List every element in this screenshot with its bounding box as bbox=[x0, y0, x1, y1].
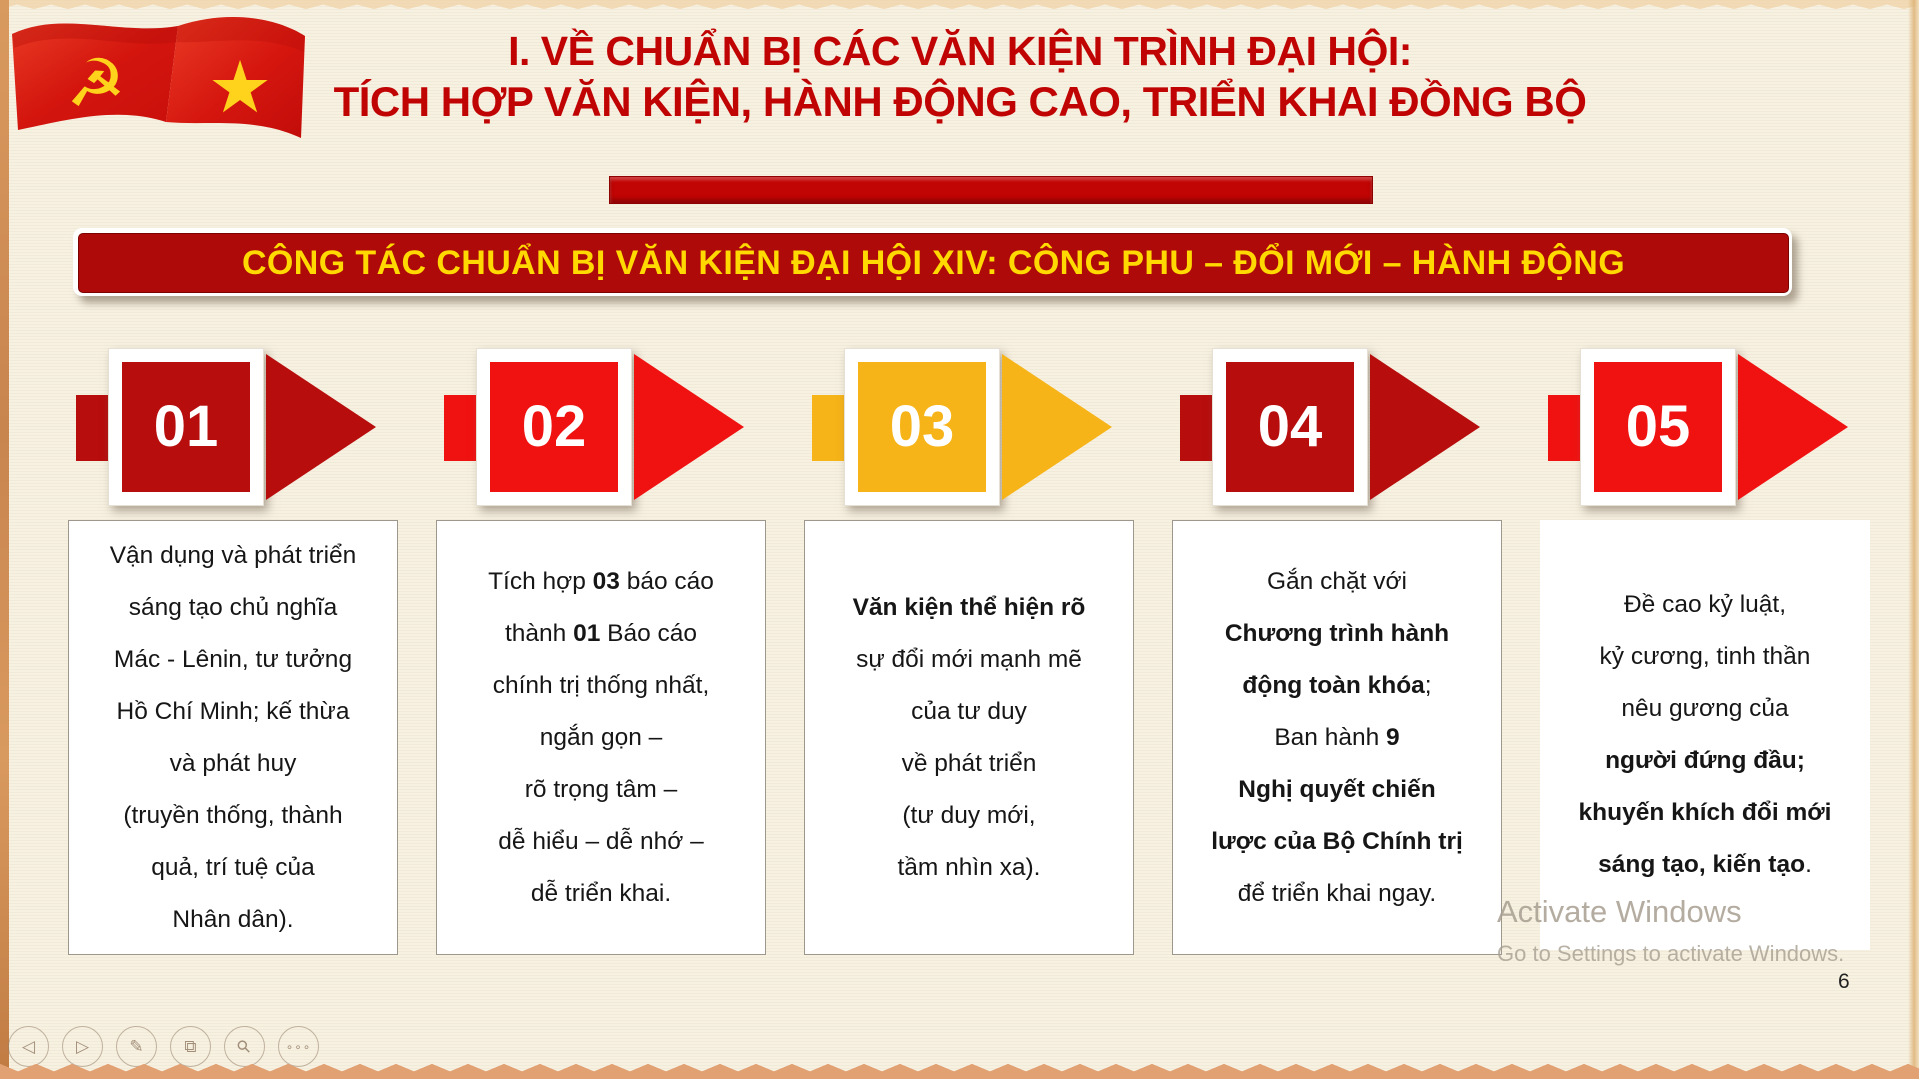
card-line bbox=[1274, 712, 1399, 764]
flags-svg bbox=[8, 4, 308, 156]
card-line bbox=[1600, 631, 1811, 683]
card-text-bold: sáng tạo, kiến tạo bbox=[1598, 851, 1806, 878]
card-text: Báo cáo bbox=[600, 619, 698, 647]
watermark-line2: Go to Settings to activate Windows. bbox=[1497, 941, 1845, 966]
card-text: . bbox=[1805, 851, 1812, 878]
card-line bbox=[540, 712, 663, 764]
card-text: Vận dụng và phát triển bbox=[109, 541, 357, 569]
watermark-line1: Activate Windows bbox=[1497, 894, 1742, 929]
card-line bbox=[1624, 579, 1786, 631]
activate-windows-watermark bbox=[1497, 895, 1844, 967]
slide-title-line1: I. VỀ CHUẨN BỊ CÁC VĂN KIỆN TRÌNH ĐẠI HỘI: bbox=[508, 28, 1412, 74]
hammer-sickle-icon: ☭ bbox=[66, 45, 126, 122]
slide-title-line2: TÍCH HỢP VĂN KIỆN, HÀNH ĐỘNG CAO, TRIỂN KHAI ĐỒNG BỘ bbox=[333, 78, 1587, 125]
card-line bbox=[129, 582, 337, 634]
card-text: (tư duy mới, bbox=[902, 801, 1036, 829]
step-number-frame bbox=[1212, 348, 1368, 506]
card-text-bold: Chương trình hành bbox=[1224, 619, 1450, 647]
chevron-left-icon: ◁ bbox=[21, 1036, 36, 1057]
step-number-frame bbox=[108, 348, 264, 506]
title-underline-bar bbox=[609, 176, 1373, 204]
step-arrow-03 bbox=[804, 348, 1149, 506]
card-line bbox=[1225, 608, 1449, 660]
step-card-04 bbox=[1172, 520, 1502, 955]
card-line bbox=[856, 634, 1082, 686]
step-card-03 bbox=[804, 520, 1134, 955]
card-text-bold: khuyến khích đổi mới bbox=[1578, 799, 1832, 826]
card-line bbox=[1598, 839, 1812, 891]
arrow-head bbox=[634, 354, 744, 500]
card-line bbox=[498, 816, 703, 868]
next-slide-button[interactable] bbox=[62, 1026, 103, 1067]
card-text-bold: lược của Bộ Chính trị bbox=[1211, 827, 1463, 855]
card-line bbox=[493, 660, 710, 712]
card-text-bold: Văn kiện thể hiện rõ bbox=[852, 593, 1086, 621]
card-line bbox=[151, 842, 314, 894]
card-line bbox=[488, 556, 714, 608]
card-line bbox=[172, 894, 293, 946]
card-text: dễ hiểu – dễ nhớ – bbox=[498, 827, 704, 855]
card-line bbox=[531, 868, 671, 920]
card-text: kỷ cương, tinh thần bbox=[1599, 643, 1811, 670]
card-line bbox=[1238, 764, 1435, 816]
card-text: tầm nhìn xa). bbox=[897, 853, 1041, 881]
card-text: sự đổi mới mạnh mẽ bbox=[856, 645, 1082, 673]
step-number: 05 bbox=[1625, 394, 1691, 459]
card-line bbox=[902, 790, 1035, 842]
card-text: Đề cao kỷ luật, bbox=[1623, 591, 1787, 618]
card-line bbox=[902, 738, 1037, 790]
all-slides-button[interactable] bbox=[170, 1026, 211, 1067]
slide-title bbox=[295, 26, 1625, 128]
star-icon: ★ bbox=[207, 45, 273, 129]
card-text: rõ trọng tâm – bbox=[524, 775, 678, 803]
headline-banner bbox=[73, 228, 1792, 296]
card-line bbox=[117, 686, 350, 738]
card-text: Gắn chặt với bbox=[1267, 567, 1407, 595]
page-number: 6 bbox=[1838, 970, 1850, 993]
card-text-bold: 9 bbox=[1386, 723, 1400, 751]
flags-graphic bbox=[8, 4, 308, 156]
card-text: Tích hợp bbox=[488, 567, 593, 595]
step-number: 04 bbox=[1257, 394, 1323, 459]
slides-icon: ⧉ bbox=[184, 1036, 197, 1057]
pen-icon: ✎ bbox=[129, 1036, 144, 1057]
card-text: Mác - Lênin, tư tưởng bbox=[113, 645, 353, 673]
more-options-button[interactable] bbox=[278, 1026, 319, 1067]
card-text: báo cáo bbox=[619, 567, 714, 595]
magnifier-icon: ⚲ bbox=[233, 1035, 256, 1058]
arrow-head bbox=[266, 354, 376, 500]
chevron-right-icon: ▷ bbox=[75, 1036, 90, 1057]
cards-row bbox=[0, 520, 1919, 956]
step-number-square bbox=[122, 362, 250, 492]
step-arrow-02 bbox=[436, 348, 781, 506]
card-line bbox=[1579, 787, 1832, 839]
card-text: quả, trí tuệ của bbox=[151, 853, 315, 881]
card-text: dễ triển khai. bbox=[530, 879, 672, 907]
step-number-frame bbox=[1580, 348, 1736, 506]
card-line bbox=[123, 790, 342, 842]
card-text: ; bbox=[1424, 671, 1432, 699]
card-line bbox=[1242, 660, 1431, 712]
card-line bbox=[525, 764, 678, 816]
step-number-frame bbox=[844, 348, 1000, 506]
step-arrow-04 bbox=[1172, 348, 1517, 506]
step-number-frame bbox=[476, 348, 632, 506]
zoom-slide-button[interactable] bbox=[224, 1026, 265, 1067]
step-number: 03 bbox=[889, 394, 955, 459]
arrow-head bbox=[1002, 354, 1112, 500]
card-text-bold: Nghị quyết chiến bbox=[1238, 775, 1436, 803]
headline-banner-inner bbox=[78, 233, 1789, 293]
card-line bbox=[853, 582, 1086, 634]
card-text-bold: người đứng đầu; bbox=[1605, 747, 1805, 774]
step-number-square bbox=[1594, 362, 1722, 492]
card-text-bold: 01 bbox=[573, 619, 601, 647]
card-text: Nhân dân). bbox=[172, 905, 294, 933]
steps-row bbox=[0, 348, 1919, 506]
card-text-bold: động toàn khóa bbox=[1242, 671, 1425, 699]
card-line bbox=[1621, 683, 1788, 735]
step-number-square bbox=[1226, 362, 1354, 492]
step-card-02 bbox=[436, 520, 766, 955]
card-line bbox=[898, 842, 1041, 894]
step-card-05 bbox=[1540, 520, 1870, 950]
card-line bbox=[911, 686, 1027, 738]
step-card-01 bbox=[68, 520, 398, 955]
card-text: Ban hành bbox=[1274, 723, 1387, 751]
step-number: 01 bbox=[153, 394, 219, 459]
arrow-head bbox=[1738, 354, 1848, 500]
card-text: ngắn gọn – bbox=[539, 723, 663, 751]
card-line bbox=[1238, 868, 1436, 920]
card-text: chính trị thống nhất, bbox=[492, 671, 710, 699]
step-number-square bbox=[858, 362, 986, 492]
card-text: sáng tạo chủ nghĩa bbox=[128, 593, 338, 621]
card-text: về phát triển bbox=[901, 749, 1037, 777]
card-line bbox=[1605, 735, 1805, 787]
card-line bbox=[1211, 816, 1463, 868]
presenter-toolbar bbox=[8, 1026, 319, 1067]
card-text: Hồ Chí Minh; kế thừa bbox=[116, 697, 350, 725]
step-arrow-05 bbox=[1540, 348, 1885, 506]
step-number-square bbox=[490, 362, 618, 492]
card-line bbox=[170, 738, 297, 790]
step-arrow-01 bbox=[68, 348, 413, 506]
card-line bbox=[114, 634, 352, 686]
card-text-bold: 03 bbox=[592, 567, 620, 595]
card-text: (truyền thống, thành bbox=[123, 801, 343, 829]
card-text: và phát huy bbox=[169, 749, 297, 777]
step-number: 02 bbox=[521, 394, 587, 459]
card-text: để triển khai ngay. bbox=[1237, 879, 1437, 907]
card-line bbox=[505, 608, 697, 660]
headline-banner-text: CÔNG TÁC CHUẨN BỊ VĂN KIỆN ĐẠI HỘI XIV: CÔNG PHU – ĐỔI MỚI – HÀNH ĐỘNG bbox=[241, 243, 1626, 282]
pen-annotate-button[interactable] bbox=[116, 1026, 157, 1067]
card-text: thành bbox=[504, 619, 574, 647]
card-text: nêu gương của bbox=[1621, 695, 1789, 722]
bottom-trim-decoration bbox=[0, 1064, 1919, 1079]
previous-slide-button[interactable] bbox=[8, 1026, 49, 1067]
card-line bbox=[1267, 556, 1407, 608]
ellipsis-icon: ∘∘∘ bbox=[285, 1039, 312, 1054]
card-text: của tư duy bbox=[911, 697, 1027, 725]
card-line bbox=[110, 530, 357, 582]
arrow-head bbox=[1370, 354, 1480, 500]
